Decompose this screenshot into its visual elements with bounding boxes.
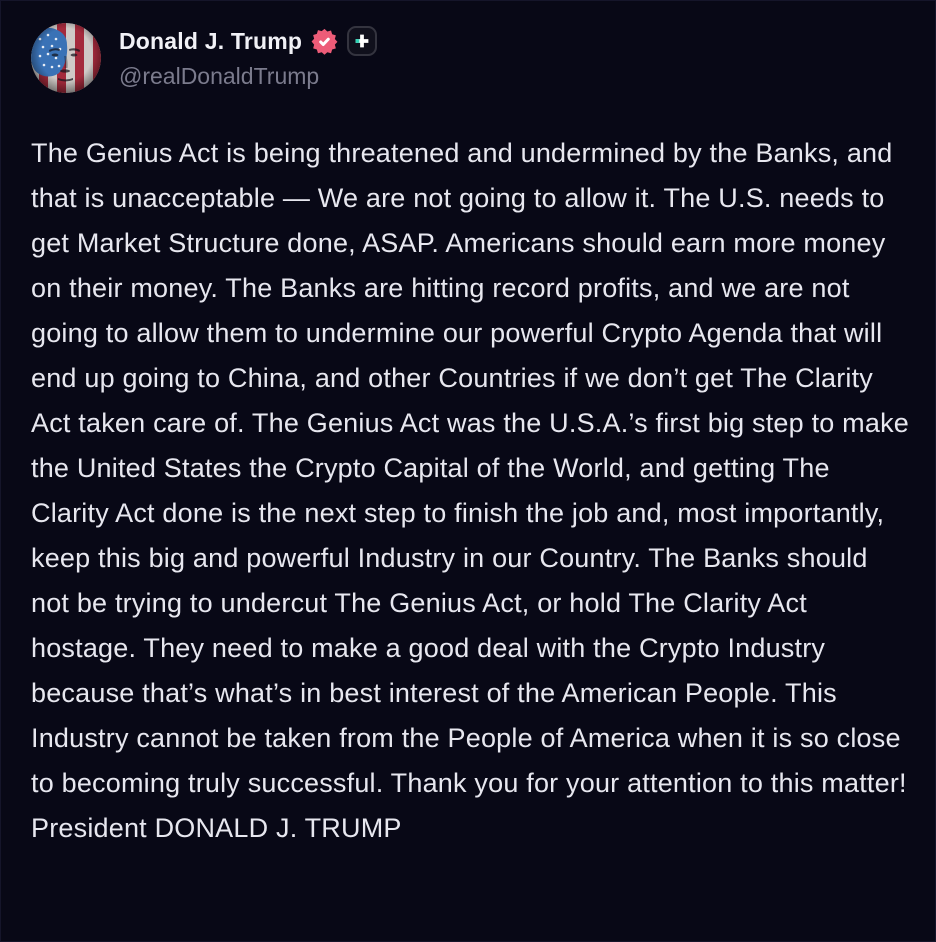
display-name[interactable]: Donald J. Trump xyxy=(119,27,303,54)
flag-face-avatar-image xyxy=(31,23,101,93)
identity-block xyxy=(119,26,377,90)
avatar[interactable] xyxy=(31,23,101,93)
user-handle[interactable]: @realDonaldTrump xyxy=(119,63,320,89)
verified-badge-icon xyxy=(311,28,338,55)
plus-badge-icon xyxy=(347,26,377,56)
post-header xyxy=(31,23,907,93)
name-row xyxy=(119,26,377,56)
post-body: The Genius Act is being threatened and undermined by the Banks, and that is unacceptable — We are not going to allow it. The U.S. needs to get Market Structure done, ASAP. Americans should earn more money on their money. The Banks are hitting record profits, and we are not going to allow them to undermine our powerful Crypto Agenda that will end up going to China, and other Countries if we don’t get The Clarity Act taken care of. The Genius Act was the U.S.A.’s first big step to make the United States the Crypto Capital of the World, and getting The Clarity Act done is the next step to finish the job and, most importantly, keep this big and powerful Industry in our Country. The Banks should not be trying to undercut The Genius Act, or hold The Clarity Act hostage. They need to make a good deal with the Crypto Industry because that’s what’s in best interest of the American People. This Industry cannot be taken from the People of America when it is so close to becoming truly successful. Thank you for your attention to this matter! President DONALD J. TRUMP xyxy=(31,138,917,843)
